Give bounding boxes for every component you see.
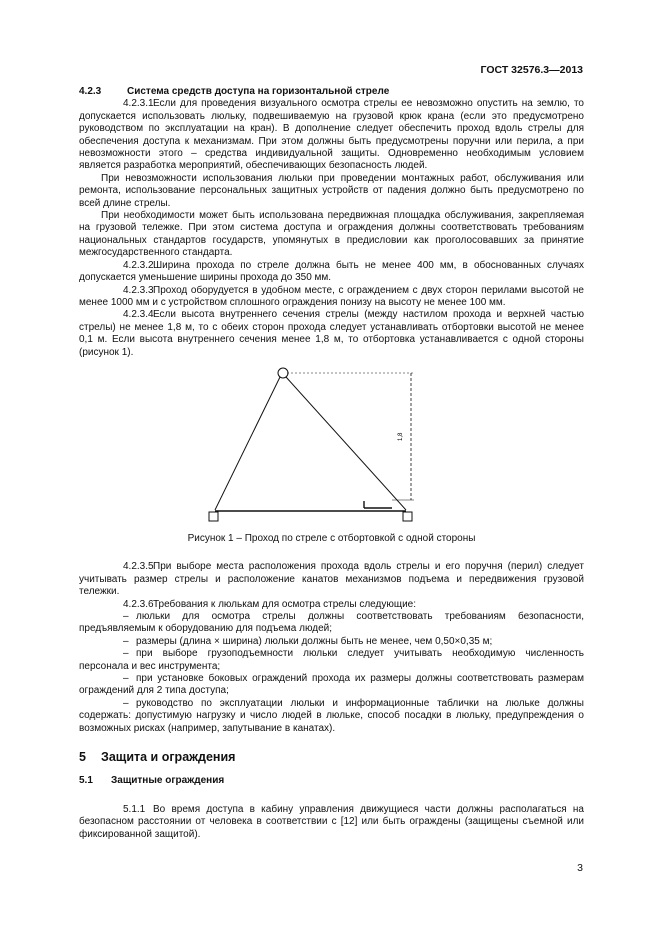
- list-item-text: при выборе грузоподъемности люльки следует учитывать необходимую численность персонала и вес инструмента;: [79, 648, 584, 672]
- right-diagonal: [286, 377, 406, 510]
- list-dash: –: [123, 610, 129, 622]
- list-item: [79, 673, 584, 698]
- list-dash: –: [123, 697, 129, 709]
- clause-text: Если высота внутреннего сечения стрелы (между настилом прохода и верхней частью стрелы) не менее 1,8 м, то с обеих сторон прохода следует устанавливать отбортовки высотой не менее 0,1 м. Если высота внутреннего сечения менее 1,8 м, то отбортовка устанавливается с одной стороны (рисунок 1).: [79, 309, 584, 358]
- left-diagonal: [215, 377, 280, 510]
- section-5-heading: [79, 751, 584, 763]
- paragraph-4-2-3-3: [79, 285, 584, 310]
- clause-number: 4.2.3.4: [123, 309, 154, 321]
- list-dash: –: [123, 673, 129, 684]
- clause-number: 4.2.3.1: [123, 98, 154, 110]
- paragraph-4-2-3-2: [79, 260, 584, 285]
- boom-cross-section-drawing: [179, 363, 419, 533]
- clause-number: 4.2.3.3: [123, 284, 154, 296]
- paragraph-5-1-1: [79, 804, 584, 841]
- section-title: Система средств доступа на горизонтальной стреле: [127, 86, 390, 97]
- list-item-text: люльки для осмотра стрелы должны соответствовать требованиям безопасности, предъявляемым к оборудованию для подъема людей;: [79, 610, 584, 635]
- list-item-text: размеры (длина × ширина) люльки должны быть не менее, чем 0,50×0,35 м;: [136, 635, 493, 647]
- dimension-label: 1,8: [398, 432, 404, 441]
- clause-number: 5.1.1: [123, 803, 146, 815]
- page-content: [79, 86, 584, 841]
- paragraph: При невозможности использования люльки при проведении монтажных работ, обслуживания или ремонта, использование персональных защитных устройств от падения должно быть предусмотрено по всей длине стрелы.: [79, 172, 584, 209]
- section-title: Защита и ограждения: [101, 750, 236, 765]
- list-dash: –: [123, 648, 129, 660]
- list-item: [79, 611, 584, 636]
- clause-text: Требования к люлькам для осмотра стрелы следующие:: [153, 598, 416, 610]
- clause-number: 4.2.3.6: [123, 598, 154, 610]
- bottom-right-chord: [403, 512, 412, 521]
- list-item-text: при установке боковых ограждений прохода их размеры должны соответствовать размерам ограждений для 2 типа доступа;: [79, 673, 584, 697]
- list-dash: –: [123, 635, 129, 647]
- section-4-2-3-heading: [79, 86, 584, 98]
- section-number: 4.2.3: [79, 86, 102, 97]
- list-item: [79, 636, 584, 648]
- section-number: 5: [79, 750, 86, 765]
- standard-header: ГОСТ 32576.3—2013: [480, 64, 583, 76]
- paragraph-4-2-3-1: [79, 98, 584, 172]
- list-item: [79, 698, 584, 735]
- bottom-left-chord: [209, 512, 218, 521]
- figure-caption: Рисунок 1 – Проход по стреле с отбортовкой с одной стороны: [187, 532, 476, 544]
- clause-text: При выборе места расположения прохода вдоль стрелы и его поручня (перил) следует учитывать размер стрелы и расположение канатов механизмов подъема и передвижения грузовой тележки.: [79, 561, 584, 598]
- paragraph-4-2-3-6: [79, 599, 584, 611]
- paragraph-4-2-3-4: [79, 309, 584, 359]
- paragraph: При необходимости может быть использована передвижная площадка обслуживания, закрепляемая на грузовой тележке. При этом система доступа и ограждения должны соответствовать требованиям национальных стандартов государств, упомянутых в предисловии как проголосовавших за принятие межгосударственного стандарта.: [79, 210, 584, 259]
- section-title: Защитные ограждения: [111, 775, 225, 787]
- top-chord-circle: [278, 368, 288, 378]
- section-number: 5.1: [79, 775, 93, 787]
- clause-text: Во время доступа в кабину управления движущиеся части должны располагаться на безопасном расстоянии от человека в соответствии с [12] или быть ограждены (защищены съемной или фиксированной защитой).: [79, 803, 584, 840]
- clause-number: 4.2.3.5: [123, 561, 154, 573]
- clause-number: 4.2.3.2: [123, 259, 154, 271]
- figure-1: [79, 363, 584, 533]
- list-item: [79, 648, 584, 673]
- clause-text: Проход оборудуется в удобном месте, с ограждением с двух сторон перилами высотой не менее 1000 мм и с устройством сплошного ограждения понизу на высоту не менее 100 мм.: [79, 284, 584, 308]
- page-number: 3: [577, 862, 583, 874]
- list-item-text: руководство по эксплуатации люльки и информационные таблички на люльке должны содержать: допустимую нагрузку и число людей в люльке, способ посадки в люльку, предупреждения о возможных рисках (например, запутывание в канатах).: [79, 697, 584, 734]
- clause-text: Ширина прохода по стреле должна быть не менее 400 мм, в обоснованных случаях допускается уменьшение ширины прохода до 350 мм.: [79, 259, 584, 284]
- section-5-1-heading: [79, 775, 584, 787]
- clause-text: Если для проведения визуального осмотра стрелы ее невозможно опустить на землю, то допускается использовать люльку, подвешиваемую на грузовой крюк крана (если это предусмотрено руководством по эксплуатации на кран). В дополнение следует обеспечить проход вдоль стрелы для обеспечения доступа к механизмам. При этом должны быть предусмотрены поручни или перила, а при невозможности этого – средства индивидуальной защиты. Одновременно необходимым условием является разработка мероприятий, обеспечивающих безопасность людей.: [79, 98, 584, 172]
- paragraph-4-2-3-5: [79, 561, 584, 598]
